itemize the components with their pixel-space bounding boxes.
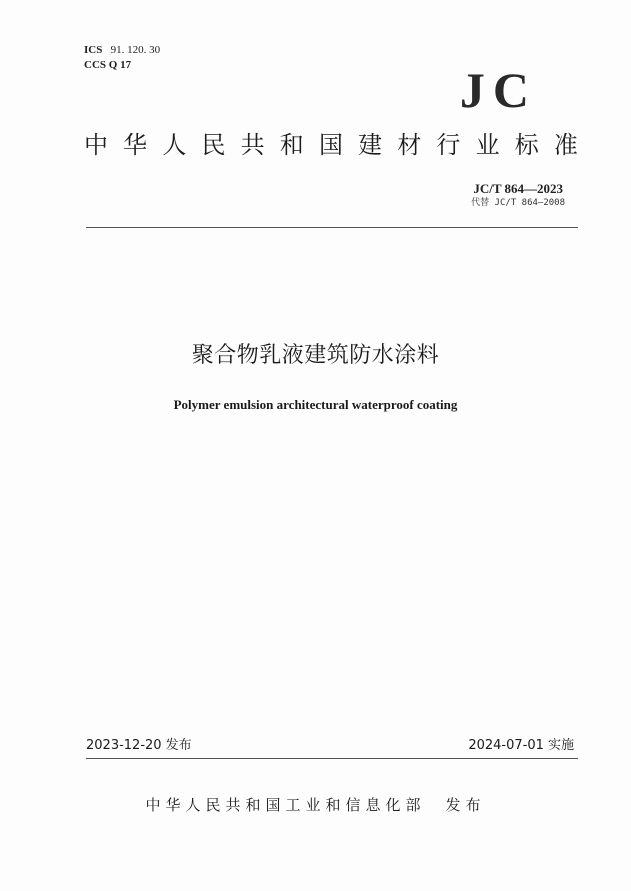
standard-title-char: 国 bbox=[318, 131, 343, 159]
standard-title-char: 共 bbox=[240, 131, 265, 159]
standard-code: JC/T 864—2023 bbox=[473, 181, 563, 196]
standard-category-title bbox=[84, 128, 578, 162]
ccs-line bbox=[84, 59, 131, 72]
ccs-label: CCS bbox=[84, 59, 107, 71]
issue-date: 2023-12-20 发布 bbox=[86, 738, 192, 753]
standard-title-char: 中 bbox=[84, 131, 108, 159]
ics-value: 91. 120. 30 bbox=[110, 44, 161, 56]
issuer-line bbox=[0, 795, 631, 815]
issuer-action: 发布 bbox=[445, 796, 486, 814]
standard-title-char: 和 bbox=[279, 131, 304, 159]
header-divider bbox=[86, 227, 578, 228]
jc-logo: JC bbox=[459, 62, 537, 118]
document-title-cn: 聚合物乳液建筑防水涂料 bbox=[191, 343, 440, 368]
footer-divider bbox=[86, 758, 578, 759]
document-title-en: Polymer emulsion architectural waterproof coating bbox=[173, 397, 458, 412]
standard-title-char: 业 bbox=[475, 131, 500, 159]
standard-title-char: 行 bbox=[436, 131, 461, 159]
standard-title-char: 准 bbox=[553, 131, 578, 159]
implement-date: 2024-07-01 实施 bbox=[468, 738, 574, 753]
ccs-value: Q 17 bbox=[108, 59, 132, 71]
ics-label: ICS bbox=[84, 44, 103, 56]
issuer-org: 中华人民共和国工业和信息化部 bbox=[145, 796, 426, 814]
replaces-note: 代替 JC/T 864—2008 bbox=[471, 198, 565, 208]
ics-line bbox=[84, 44, 160, 57]
standard-title-char: 民 bbox=[201, 131, 226, 159]
standard-title-char: 华 bbox=[123, 131, 148, 159]
standard-title-char: 人 bbox=[162, 131, 187, 159]
standard-title-char: 材 bbox=[397, 131, 422, 159]
standard-title-char: 建 bbox=[358, 131, 383, 159]
standard-title-char: 标 bbox=[514, 131, 539, 159]
